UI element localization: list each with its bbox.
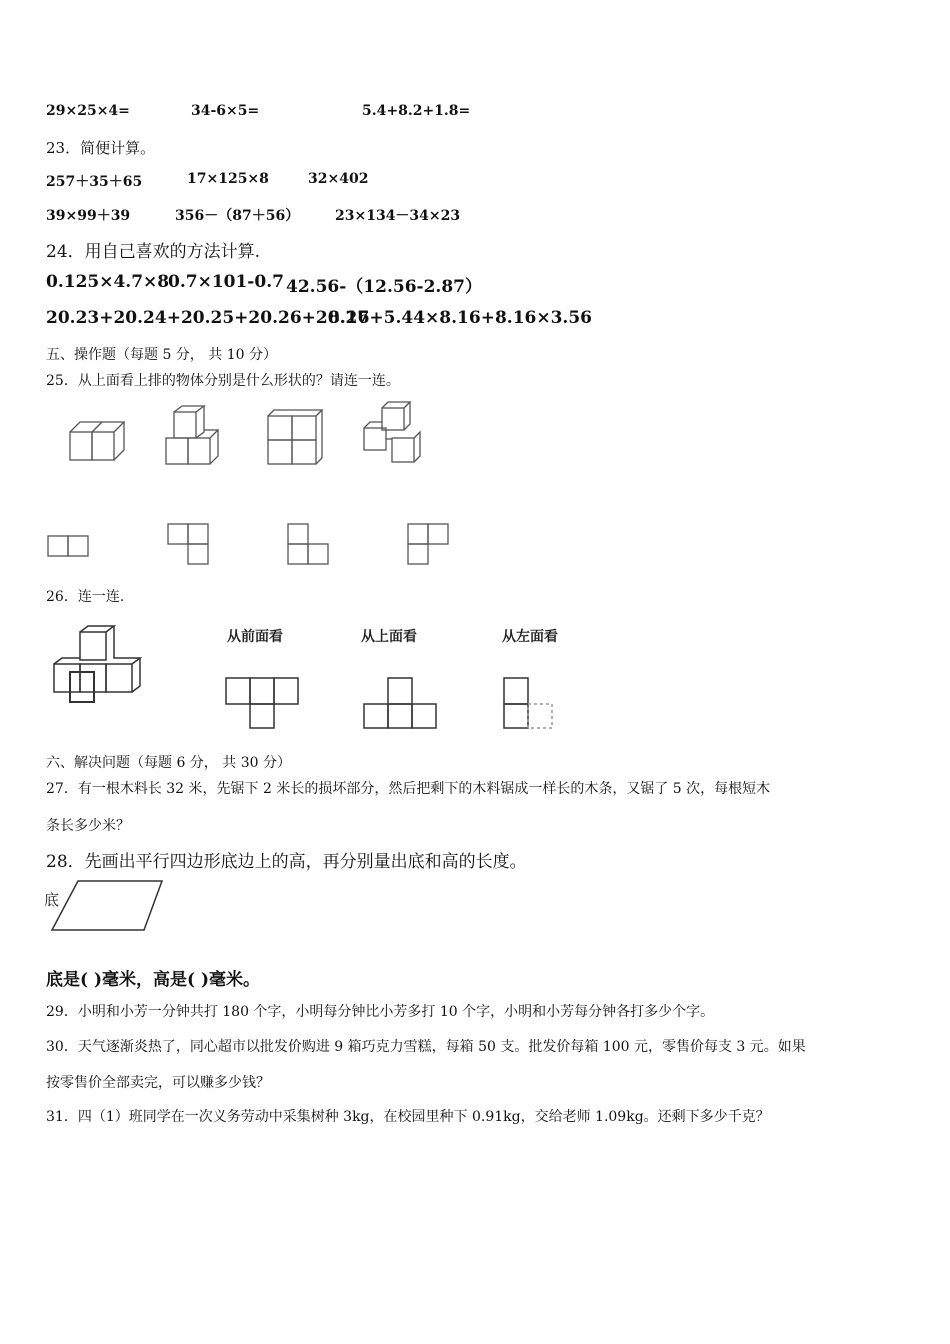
q26-label-left: 从左面看: [502, 629, 558, 645]
expr-1: 29×25×4=: [46, 103, 130, 119]
q24-title: 24．用自己喜欢的方法计算.: [46, 242, 261, 262]
q26-label-top: 从上面看: [361, 629, 417, 645]
q28-base-label: 底: [44, 891, 60, 909]
q28-answer: 底是( )毫米，高是( )毫米。: [46, 970, 261, 990]
q25-title: 25．从上面看上排的物体分别是什么形状的？请连一连。: [46, 373, 400, 389]
q26-label-front: 从前面看: [227, 629, 283, 645]
q24-expr-b1: 20.23+20.24+20.25+20.26+20.27: [46, 308, 370, 328]
q25-top-view-4: [406, 522, 452, 568]
q25-top-view-2: [166, 522, 212, 568]
q25-top-view-1: [46, 533, 92, 559]
expr-3: 5.4+8.2+1.8=: [362, 103, 471, 119]
q23-expr-b2: 356－（87＋56）: [175, 208, 300, 224]
q23-expr-a3: 32×402: [308, 171, 369, 187]
section-5-heading: 五、操作题（每题 5 分， 共 10 分）: [46, 347, 277, 363]
q23-expr-b1: 39×99＋39: [46, 208, 131, 224]
q25-cube-figure-3: [262, 404, 328, 470]
q26-title: 26．连一连.: [46, 589, 125, 605]
q23-expr-a1: 257＋35＋65: [46, 174, 143, 190]
expr-2: 34-6×5=: [191, 103, 260, 119]
q30-line-2: 按零售价全部卖完，可以赚多少钱？: [46, 1075, 270, 1091]
q23-expr-a2: 17×125×8: [187, 171, 269, 187]
q23-title: 23．简便计算。: [46, 139, 156, 157]
q30-line-1: 30．天气逐渐炎热了，同心超市以批发价购进 9 箱巧克力雪糕，每箱 50 支。批发价每箱 100 元，零售价每支 3 元。如果: [46, 1039, 806, 1055]
q27-line-1: 27．有一根木料长 32 米，先锯下 2 米长的损坏部分，然后把剩下的木料锯成一样长的木条，又锯了 5 次，每根短木: [46, 781, 771, 797]
q25-cube-figure-2: [158, 402, 228, 472]
q26-view-front: [222, 676, 302, 732]
q25-top-view-3: [286, 522, 332, 568]
q24-expr-a3: 42.56-（12.56-2.87）: [286, 277, 482, 297]
q29-text: 29．小明和小芳一分钟共打 180 个字，小明每分钟比小芳多打 10 个字，小明和小芳每分钟各打多少个字。: [46, 1004, 715, 1020]
q28-parallelogram: [48, 878, 168, 934]
q24-expr-a2: 0.7×101-0.7: [168, 272, 284, 292]
q26-solid-figure: [50, 622, 162, 706]
q26-view-left: [500, 676, 560, 732]
section-6-heading: 六、解决问题（每题 6 分， 共 30 分）: [46, 755, 291, 771]
q25-cube-figure-4: [354, 398, 426, 470]
q27-line-2: 条长多少米？: [46, 818, 130, 834]
q25-cube-figure-1: [60, 410, 130, 470]
q24-expr-a1: 0.125×4.7×8: [46, 272, 170, 292]
q31-text: 31．四（1）班同学在一次义务劳动中采集树种 3kg，在校园里种下 0.91kg，交给老师 1.09kg。还剩下多少千克？: [46, 1109, 770, 1125]
q24-expr-b2: 8.16+5.44×8.16+8.16×3.56: [328, 308, 592, 328]
q26-view-top: [360, 676, 440, 732]
q28-title: 28．先画出平行四边形底边上的高，再分别量出底和高的长度。: [46, 852, 527, 872]
q23-expr-b3: 23×134－34×23: [335, 208, 461, 224]
